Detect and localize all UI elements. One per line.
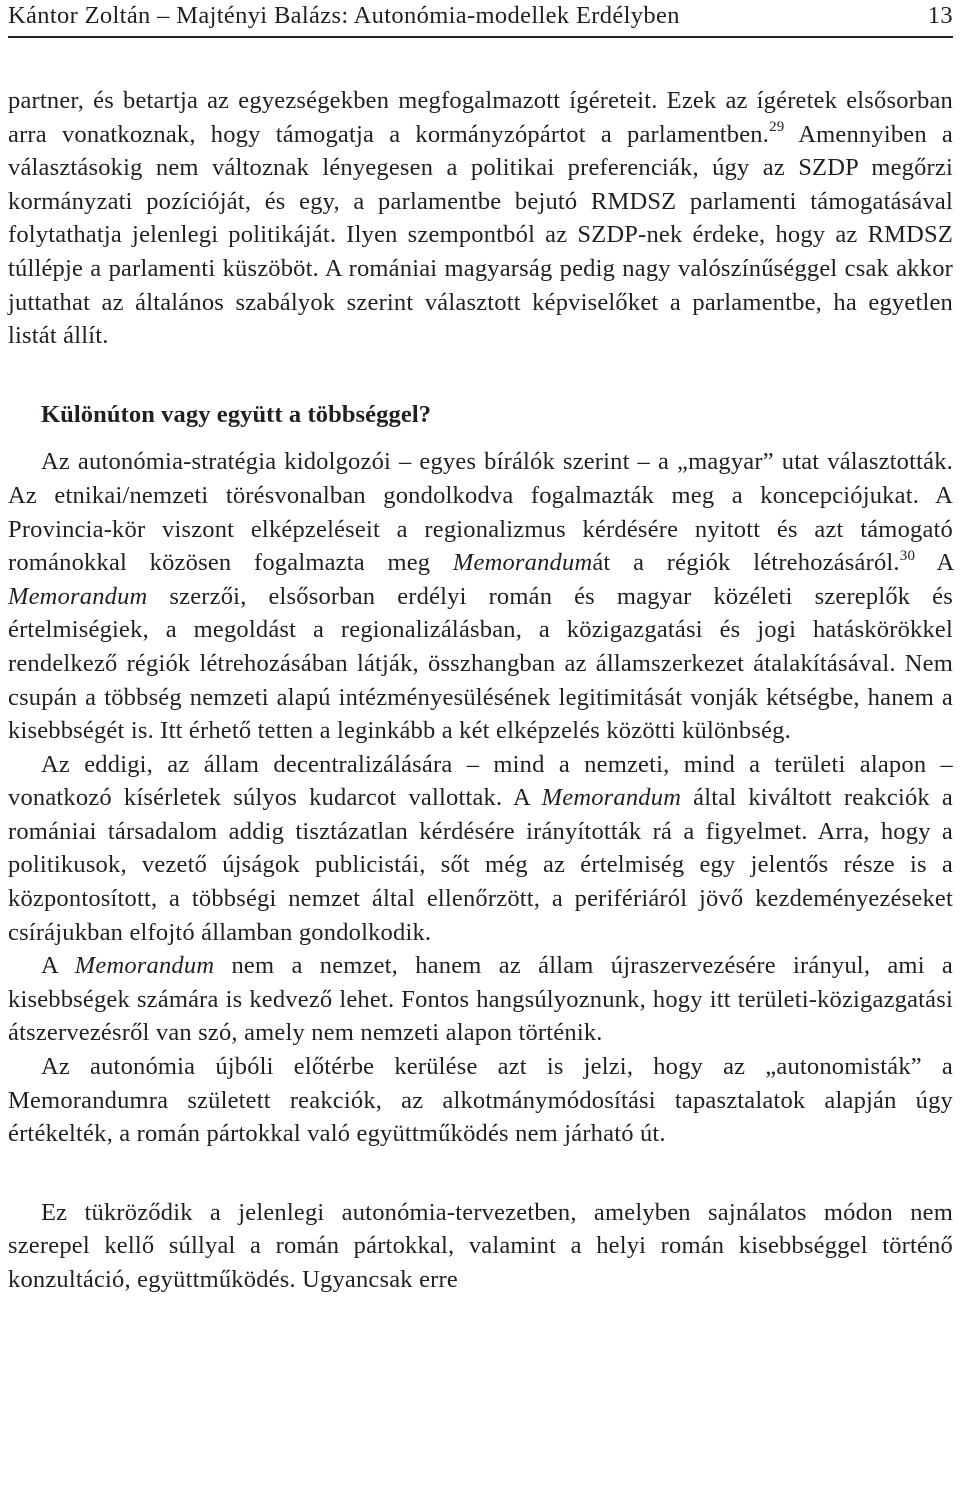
paragraph-3: Az eddigi, az állam decentralizálására – mind a nemzeti, mind a területi alapon – vonatkozó kísérletek súlyos kudarcot vallottak. A Memorandum által kiváltott reakciók a romániai társadalom addig tisztázatlan kérdésére irányították rá a figyelmet. Arra, hogy a politikusok, vezető újságok publicistái, sőt még az értelmiség egy jelentős része is a központosított, a többségi nemzet által ellenőrzött, a perifériáról jövő kezdeményezéseket csírájukban elfojtó államban gondolkodik. bbox=[8, 750, 953, 946]
running-title: Kántor Zoltán – Majtényi Balázs: Autonómia-modellek Erdélyben bbox=[8, 2, 680, 29]
paragraph-4: A Memorandum nem a nemzet, hanem az állam újraszervezésére irányul, ami a kisebbségek számára is kedvező lehet. Fontos hangsúlyoznunk, hogy itt területi-közigazgatási átszervezésről van szó, amely nem nemzeti alapon történik. bbox=[8, 952, 953, 1047]
footnote-marker-29[interactable]: 29 bbox=[769, 119, 785, 136]
paragraph-1: partner, és betartja az egyezségekben megfogalmazott ígéreteit. Ezek az ígéretek elsősorban arra vonatkoznak, hogy támogatja a kormányzópártot a parlamentben.$^{29}$ Amennyiben a választásokig nem változnak lényegesen a politikai preferenciák, úgy az SZDP megőrzi kormányzati pozícióját, és egy, a parlamentbe bejutó RMDSZ parlamenti támogatásával folytathatja jelenlegi politikáját. Ilyen szempontból az SZDP-nek érdeke, hogy az RMDSZ túllépje a parlamenti küszöböt. A romániai magyarság pedig nagy valószínűséggel csak akkor juttathat az általános szabályok szerint választott képviselőket a parlamentbe, ha egyetlen listát állít. bbox=[8, 87, 953, 350]
paragraph-6: Ez tükröződik a jelenlegi autonómia-tervezetben, amelyben sajnálatos módon nem szerepel kellő súllyal a román pártokkal, valamint a helyi román kisebbséggel történő konzultáció, együttműködés. Ugyancsak erre bbox=[8, 1198, 953, 1293]
section-heading: Különúton vagy együtt a többséggel? bbox=[41, 400, 432, 428]
document-page bbox=[8, 0, 953, 1297]
paragraph-5: Az autonómia újbóli előtérbe kerülése azt is jelzi, hogy az „autonomisták” a Memorandumra született reakciók, az alkotmánymódosítási tapasztalatok alapján úgy értékelték, a román pártokkal való együttműködés nem járható út. bbox=[8, 1053, 953, 1148]
footnote-marker-30[interactable]: 30 bbox=[899, 547, 916, 564]
page-number: 13 bbox=[927, 2, 953, 29]
paragraph-2: Az autonómia-stratégia kidolgozói – egyes bírálók szerint – a „magyar” utat választották. Az etnikai/nemzeti törésvonalban gondolkodva fogalmazták meg a koncepciójukat. A Provincia-kör viszont elképzeléseit a regionalizmus kérdésére nyitott és azt támogató románokkal közösen fogalmazta meg Memorandumát a régiók létrehozásáról.$^{30}$ A Memorandum szerzői, elsősorban erdélyi román és magyar közéleti szereplők és értelmiségiek, a megoldást a regionalizálásban, a közigazgatási és jogi hatáskörökkel rendelkező régiók létrehozásában látják, összhangban az államszerkezet átalakításával. Nem csupán a többség nemzeti alapú intézményesülésének legitimitását vonják kétségbe, hanem a kisebbségét is. Itt érhető tetten a leginkább a két elképzelés közötti különbség. bbox=[8, 448, 953, 745]
running-header bbox=[8, 0, 953, 32]
